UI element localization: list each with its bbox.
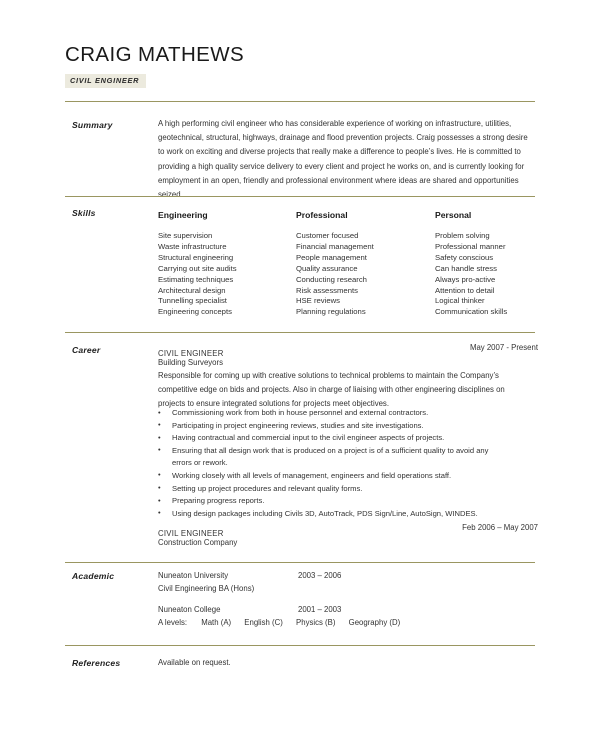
skills-column-heading: Professional — [296, 210, 348, 220]
skill-item: Problem solving — [435, 231, 490, 240]
skill-item: Engineering concepts — [158, 307, 232, 317]
divider-academic — [65, 562, 535, 563]
career-bullet-list — [158, 407, 530, 520]
skill-item: Financial management — [296, 241, 374, 251]
career-job-date: May 2007 - Present — [469, 343, 538, 352]
skill-item: Quality assurance — [296, 263, 358, 273]
career-entry-1 — [158, 343, 538, 411]
career-entry-header — [158, 523, 538, 536]
career-bullet: • Having contractual and commercial input to the civil engineer aspects of projects. — [158, 432, 530, 445]
academic-detail: Civil Engineering BA (Hons) — [158, 584, 255, 594]
skills-column-personal — [435, 210, 565, 318]
skill-item: Customer focused — [296, 231, 359, 240]
skill-item: Communication skills — [435, 307, 508, 317]
skills-list-professional — [296, 231, 426, 318]
skills-column-heading: Engineering — [158, 210, 208, 220]
alevels-label: A levels: — [158, 618, 188, 628]
skill-item: Planning regulations — [296, 307, 366, 317]
skill-item: Logical thinker — [435, 296, 485, 306]
skill-item: Site supervision — [158, 231, 213, 240]
alevel-grade: Physics (B) — [296, 618, 336, 628]
academic-institution: Nuneaton College — [158, 605, 221, 614]
skills-column-heading: Personal — [435, 210, 472, 220]
career-bullet: • Preparing progress reports. — [158, 495, 530, 508]
academic-entry-1 — [158, 569, 538, 595]
career-bullet: • Using design packages including Civils 3D, AutoTrack, PDS Sign/Line, AutoSign, WINDES. — [158, 508, 530, 521]
academic-alevels-row — [158, 616, 538, 629]
skill-item: Estimating techniques — [158, 274, 234, 284]
section-label-academic: Academic — [72, 571, 115, 581]
career-bullet: • Ensuring that all design work that is produced on a project is of a sufficient quality to avoid any errors or rework. — [158, 445, 502, 470]
skill-item: Structural engineering — [158, 252, 234, 262]
career-bullet: • Setting up project procedures and relevant quality forms. — [158, 483, 530, 496]
career-job-description: Responsible for coming up with creative solutions to technical problems to maintain the Company’s competitive edge on bids and projects. Also in charge of liaising with other engineering disciplines on projects to ensure integrated solutions for projects meet objectives. — [158, 370, 505, 408]
academic-years: 2003 – 2006 — [298, 571, 342, 580]
career-job-date: Feb 2006 – May 2007 — [462, 523, 538, 532]
career-job-title: CIVIL ENGINEER — [158, 529, 224, 538]
skills-column-professional — [296, 210, 426, 318]
section-label-career: Career — [72, 345, 101, 355]
page-title: CRAIG MATHEWS — [65, 43, 245, 66]
skill-item: Attention to detail — [435, 285, 495, 295]
career-entry-header — [158, 343, 538, 356]
career-bullet: • Working closely with all levels of management, engineers and field operations staff. — [158, 470, 530, 483]
career-job-company: Construction Company — [158, 537, 238, 547]
skill-item: People management — [296, 252, 367, 262]
career-job-title: CIVIL ENGINEER — [158, 349, 224, 358]
summary-text: A high performing civil engineer who has considerable experience of working on infrastructure, utilities, geotechnical, structural, highways, drainage and flood prevention projects. Craig possesses a strong desire to work on exciting and diverse projects that really make a difference to people’s lives. He is committed to providing a high quality service delivery to every client and project he works on, and is currently looking for employment in an open, friendly and professional environment where ideas are shared and opportunities seized. — [158, 119, 528, 200]
divider-career — [65, 332, 535, 333]
references-text: Available on request. — [158, 658, 231, 667]
skill-item: Professional manner — [435, 241, 506, 251]
role-badge: CIVIL ENGINEER — [65, 74, 146, 88]
alevel-grade: English (C) — [244, 618, 283, 628]
academic-row — [158, 603, 538, 616]
academic-institution: Nuneaton University — [158, 571, 229, 580]
academic-years: 2001 – 2003 — [298, 605, 342, 614]
skills-list-engineering — [158, 231, 288, 318]
skill-item: HSE reviews — [296, 296, 341, 306]
skill-item: Can handle stress — [435, 263, 497, 273]
skill-item: Safety conscious — [435, 252, 494, 262]
skills-list-personal — [435, 231, 565, 318]
section-label-references: References — [72, 658, 121, 668]
resume-header — [65, 44, 244, 88]
skill-item: Always pro-active — [435, 274, 496, 284]
career-bullet: • Participating in project engineering reviews, studies and site investigations. — [158, 420, 530, 433]
alevel-grade: Math (A) — [201, 618, 232, 628]
academic-row — [158, 569, 538, 582]
divider-skills — [65, 196, 535, 197]
career-bullet: • Commissioning work from both in house personnel and external contractors. — [158, 407, 530, 420]
summary-body — [158, 117, 530, 202]
skill-item: Tunnelling specialist — [158, 296, 227, 306]
skill-item: Carrying out site audits — [158, 263, 237, 273]
section-label-skills: Skills — [72, 208, 96, 218]
skill-item: Risk assessments — [296, 285, 358, 295]
divider-header — [65, 101, 535, 102]
career-job-company: Building Surveyors — [158, 357, 224, 367]
career-entry-2 — [158, 523, 538, 549]
section-label-summary: Summary — [72, 120, 113, 130]
skill-item: Architectural design — [158, 285, 226, 295]
skill-item: Waste infrastructure — [158, 241, 227, 251]
alevel-grade: Geography (D) — [348, 618, 401, 628]
skills-column-engineering — [158, 210, 288, 318]
skill-item: Conducting research — [296, 274, 367, 284]
divider-references — [65, 645, 535, 646]
academic-entry-2 — [158, 603, 538, 629]
